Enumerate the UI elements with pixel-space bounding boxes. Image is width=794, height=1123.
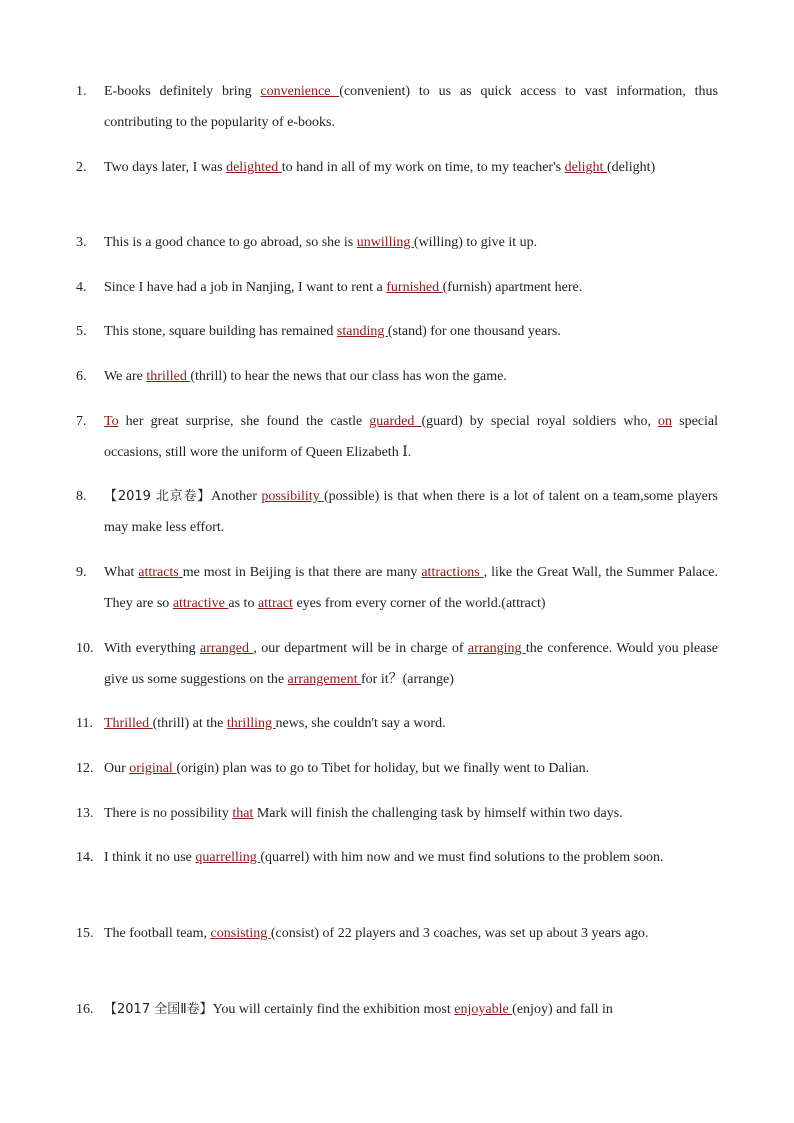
exercise-number: 6. xyxy=(76,369,87,384)
exercise-number: 11. xyxy=(76,716,93,731)
exercise-number: 16. xyxy=(76,1002,94,1017)
sentence-text: Two days later, I was xyxy=(104,160,227,175)
sentence-text: You will certainly find the exhibition most xyxy=(212,1002,455,1017)
sentence-text: special occasions, still wore the uniform of Queen Elizabeth Ⅰ. xyxy=(104,414,719,460)
sentence-text: (consist) of 22 players and 3 coaches, was set up about 3 years ago. xyxy=(270,926,649,941)
exercise-text xyxy=(104,227,718,258)
sentence-text: eyes from every corner of the world.(attract) xyxy=(292,596,546,611)
sentence-text: We are xyxy=(104,369,147,384)
exercise-number: 8. xyxy=(76,489,87,504)
sentence-text: E-books definitely bring xyxy=(104,84,261,99)
sentence-text: Mark will finish the challenging task by himself within two days. xyxy=(253,806,623,821)
sentence-text: (thrill) to hear the news that our class has won the game. xyxy=(190,369,507,384)
sentence-text: her great surprise, she found the castle xyxy=(118,414,370,429)
exercise-number: 3. xyxy=(76,235,87,250)
sentence-text: What xyxy=(104,565,139,580)
sentence-text: , our department will be in charge of xyxy=(253,641,468,656)
sentence-text: me most in Beijing is that there are many xyxy=(182,565,422,580)
answer-blank: delight xyxy=(564,160,607,175)
exercise-number: 1. xyxy=(76,84,87,99)
exercise-text xyxy=(104,842,718,873)
sentence-text: (furnish) apartment here. xyxy=(442,280,583,295)
exam-source-tag: 【2017 全国Ⅱ卷】 xyxy=(104,1002,213,1017)
sentence-text: Another xyxy=(211,489,262,504)
answer-blank: original xyxy=(129,761,177,776)
answer-blank: delighted xyxy=(226,160,282,175)
exercise-text xyxy=(104,316,718,347)
exercise-text xyxy=(104,918,718,949)
sentence-text: (thrill) at the xyxy=(152,716,227,731)
answer-blank: on xyxy=(658,414,673,429)
exercise-text xyxy=(104,361,718,392)
exercise-number: 10. xyxy=(76,641,94,656)
sentence-text: (enjoy) and fall in xyxy=(512,1002,613,1017)
exercise-text xyxy=(104,994,718,1025)
answer-blank: arranging xyxy=(467,641,526,656)
exercise-number: 7. xyxy=(76,414,87,429)
sentence-text: The football team, xyxy=(104,926,211,941)
sentence-text: (guard) by special royal soldiers who, xyxy=(421,414,659,429)
answer-blank: attracts xyxy=(138,565,183,580)
sentence-text: I think it no use xyxy=(104,850,196,865)
answer-blank: that xyxy=(232,806,254,821)
exercise-text xyxy=(104,798,718,829)
answer-blank: quarrelling xyxy=(195,850,261,865)
exercise-text xyxy=(104,753,718,784)
sentence-text: Since I have had a job in Nanjing, I want to rent a xyxy=(104,280,387,295)
exercise-text xyxy=(104,481,718,543)
answer-blank: arranged xyxy=(200,641,254,656)
sentence-text: (possible) is that when there is a lot of talent on a team,some players may make less effort. xyxy=(104,489,718,535)
sentence-text: With everything xyxy=(104,641,201,656)
sentence-text: There is no possibility xyxy=(104,806,233,821)
answer-blank: attractions xyxy=(421,565,484,580)
sentence-text: (stand) for one thousand years. xyxy=(387,324,561,339)
sentence-text: the conference. Would you please give us some suggestions on the xyxy=(104,641,718,687)
answer-blank: consisting xyxy=(210,926,271,941)
answer-blank: furnished xyxy=(386,280,443,295)
exercise-number: 12. xyxy=(76,761,94,776)
exercise-number: 14. xyxy=(76,850,94,865)
answer-blank: enjoyable xyxy=(454,1002,513,1017)
exercise-text xyxy=(104,272,718,303)
answer-blank: unwilling xyxy=(356,235,414,250)
exercise-number: 4. xyxy=(76,280,87,295)
sentence-text: for it？(arrange) xyxy=(361,672,454,687)
answer-blank: thrilling xyxy=(226,716,276,731)
answer-blank: To xyxy=(104,414,119,429)
answer-blank: thrilled xyxy=(146,369,191,384)
sentence-text: This stone, square building has remained xyxy=(104,324,337,339)
sentence-text: as to xyxy=(228,596,258,611)
exercise-number: 13. xyxy=(76,806,94,821)
sentence-text: (willing) to give it up. xyxy=(413,235,538,250)
answer-blank: attract xyxy=(257,596,293,611)
exercise-text xyxy=(104,152,718,183)
answer-blank: convenience xyxy=(260,84,340,99)
answer-blank: possibility xyxy=(261,489,325,504)
sentence-text: , like the Great Wall, the Summer Palace. They are so xyxy=(104,565,718,611)
answer-blank: arrangement xyxy=(287,672,362,687)
sentence-text: Our xyxy=(104,761,130,776)
exercise-text xyxy=(104,708,718,739)
sentence-text: (delight) xyxy=(606,160,656,175)
answer-blank: Thrilled xyxy=(104,716,153,731)
exercise-number: 15. xyxy=(76,926,94,941)
sentence-text: (quarrel) with him now and we must find solutions to the problem soon. xyxy=(260,850,664,865)
exercise-text xyxy=(104,406,718,468)
exam-source-tag: 【2019 北京卷】 xyxy=(104,489,212,504)
answer-blank: attractive xyxy=(172,596,229,611)
sentence-text: This is a good chance to go abroad, so she is xyxy=(104,235,357,250)
exercise-number: 5. xyxy=(76,324,87,339)
exercise-text xyxy=(104,76,718,138)
exercise-number: 9. xyxy=(76,565,87,580)
exercise-number: 2. xyxy=(76,160,87,175)
sentence-text: (convenient) to us as quick access to vast information, thus contributing to the popularity of e-books. xyxy=(104,84,718,130)
sentence-text: to hand in all of my work on time, to my teacher's xyxy=(281,160,565,175)
sentence-text: (origin) plan was to go to Tibet for holiday, but we finally went to Dalian. xyxy=(176,761,590,776)
exercise-text xyxy=(104,557,718,619)
answer-blank: standing xyxy=(336,324,388,339)
answer-blank: guarded xyxy=(369,414,422,429)
exercise-text xyxy=(104,633,718,695)
sentence-text: news, she couldn't say a word. xyxy=(275,716,446,731)
